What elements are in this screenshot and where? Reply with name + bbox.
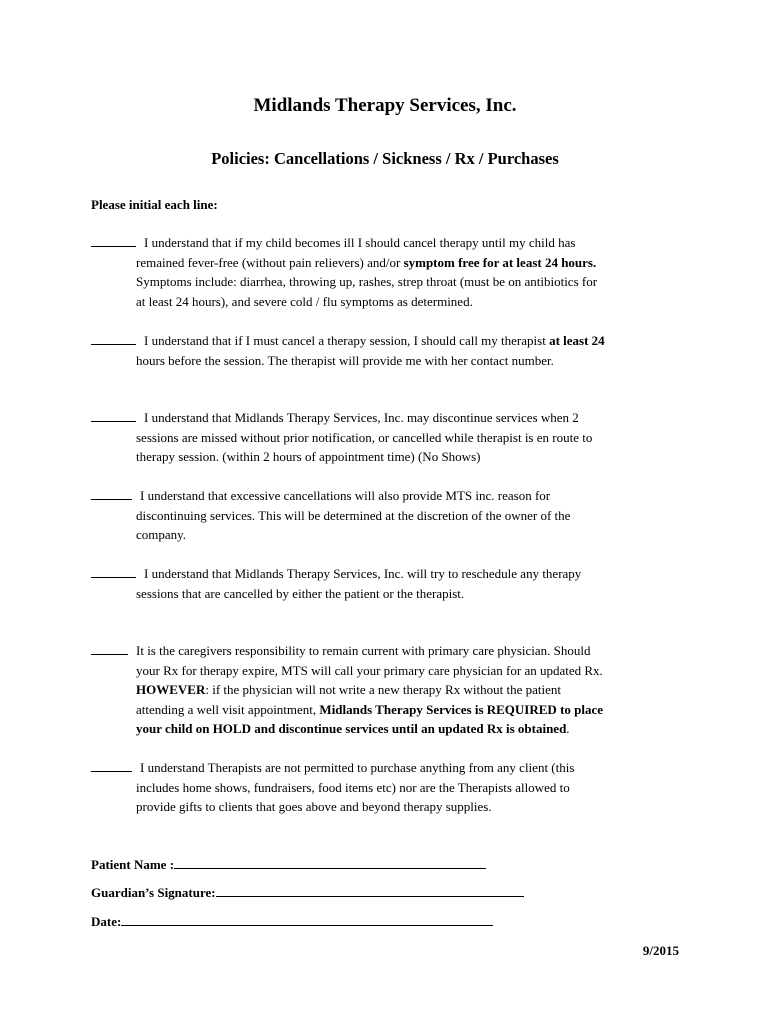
initial-blank[interactable] [91, 565, 136, 578]
guardian-signature-label: Guardian’s Signature: [91, 885, 216, 900]
policy-text: discontinuing services. This will be determined at the discretion of the owner of the [136, 507, 571, 523]
document-subtitle: Policies: Cancellations / Sickness / Rx / Purchases [211, 149, 559, 168]
policy-text: : if the physician will not write a new therapy Rx without the patient [205, 682, 561, 697]
policy-text: sessions that are cancelled by either the patient or the therapist. [136, 585, 465, 601]
instruction-text: Please initial each line: [91, 197, 218, 212]
document-title: Midlands Therapy Services, Inc. [253, 95, 517, 116]
policy-item-rx [91, 641, 683, 739]
patient-name-line[interactable] [174, 855, 486, 869]
policy-text: your Rx for therapy expire, MTS will call your primary care physician for an updated Rx. [136, 662, 603, 678]
initial-blank[interactable] [91, 409, 136, 422]
guardian-signature-line[interactable] [216, 883, 524, 897]
policy-text: at least 24 hours), and severe cold / flu symptoms as determined. [136, 293, 473, 309]
policy-text: . [566, 721, 570, 736]
policy-text: attending a well visit appointment, [136, 701, 320, 717]
policy-text: company. [136, 527, 187, 542]
policy-text: remained fever-free (without pain relievers) and/or [136, 254, 404, 270]
policy-text: Symptoms include: diarrhea, throwing up, rashes, strep throat (must be on antibiotics for [136, 274, 598, 289]
policy-text: therapy session. (within 2 hours of appointment time) (No Shows) [136, 449, 481, 464]
policy-text: I understand that if I must cancel a therapy session, I should call my therapist [144, 333, 550, 348]
policy-text: includes home shows, fundraisers, food items etc) nor are the Therapists allowed to [136, 779, 570, 795]
policy-text: I understand that excessive cancellations will also provide MTS inc. reason for [140, 488, 551, 503]
policy-text: I understand that Midlands Therapy Services, Inc. may discontinue services when 2 [144, 410, 579, 425]
policy-item-excessive-cancellations [91, 486, 683, 545]
policy-text: I understand that Midlands Therapy Services, Inc. will try to reschedule any therapy [144, 566, 582, 581]
date-label: Date: [91, 914, 122, 929]
policy-text: It is the caregivers responsibility to remain current with primary care physician. Should [136, 643, 591, 658]
date-line[interactable] [121, 912, 493, 926]
policy-text: I understand Therapists are not permitted to purchase anything from any client (this [140, 760, 575, 775]
patient-name-field [91, 855, 486, 874]
initial-blank[interactable] [91, 642, 128, 655]
initial-blank[interactable] [91, 487, 132, 500]
initial-blank[interactable] [91, 759, 132, 772]
policy-item-sickness [91, 233, 683, 311]
policy-text-bold: Midlands Therapy Services is REQUIRED to place [319, 701, 604, 717]
initial-blank[interactable] [91, 234, 136, 247]
policy-text-bold: your child on HOLD and discontinue services until an updated Rx is obtained [136, 721, 567, 736]
policy-item-no-shows [91, 408, 683, 467]
policy-item-reschedule [91, 564, 683, 603]
date-field [91, 912, 493, 931]
policy-text-bold: symptom free for at least 24 hours. [403, 254, 597, 270]
policy-item-purchases [91, 758, 683, 817]
policy-text: provide gifts to clients that goes above and beyond therapy supplies. [136, 799, 492, 814]
policy-text-bold: HOWEVER [136, 682, 206, 697]
initial-blank[interactable] [91, 332, 136, 345]
policy-text-bold: at least 24 [549, 333, 605, 348]
revision-date: 9/2015 [642, 943, 679, 958]
guardian-signature-field [91, 883, 524, 902]
policy-text: I understand that if my child becomes ill I should cancel therapy until my child has [144, 235, 576, 250]
policy-item-cancel-notice [91, 331, 683, 370]
policy-text: hours before the session. The therapist will provide me with her contact number. [136, 352, 554, 368]
patient-name-label: Patient Name : [91, 857, 175, 872]
policy-text: sessions are missed without prior notification, or cancelled while therapist is en route to [136, 429, 593, 445]
